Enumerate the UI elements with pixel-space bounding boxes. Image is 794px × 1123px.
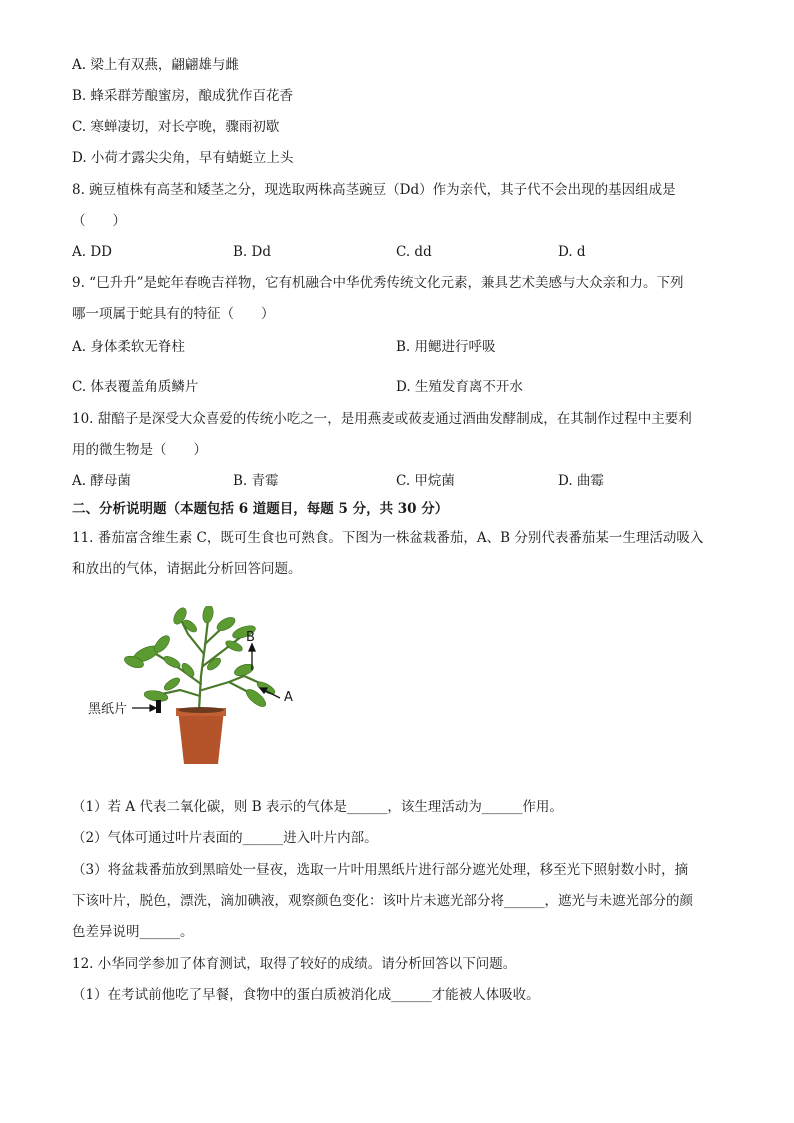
tomato-plant-figure (84, 606, 314, 776)
q9-option-d: D. 生殖发育离不开水 (396, 379, 523, 395)
q9-option-b: B. 用鳃进行呼吸 (396, 339, 496, 355)
q10-stem-cont: 用的微生物是（ ） (72, 442, 207, 458)
q10-option-a: A. 酵母菌 (72, 473, 131, 489)
q8-option-c: C. dd (396, 244, 432, 260)
q9-option-c: C. 体表覆盖角质鳞片 (72, 379, 199, 395)
q7-option-c: C. 寒蝉凄切，对长亭晚，骤雨初歇 (72, 119, 280, 135)
q10-option-c: C. 甲烷菌 (396, 473, 455, 489)
q8-option-d: D. d (558, 244, 586, 260)
figure-label-black-paper: 黑纸片 (88, 702, 128, 717)
figure-label-b: B (246, 630, 255, 645)
q7-option-d: D. 小荷才露尖尖角，早有蜻蜓立上头 (72, 150, 294, 166)
q11-sub3-cont2: 色差异说明______。 (72, 924, 194, 940)
q12-stem: 12. 小华同学参加了体育测试，取得了较好的成绩。请分析回答以下问题。 (72, 956, 517, 972)
q10-option-d: D. 曲霉 (558, 473, 604, 489)
q10-stem: 10. 甜醅子是深受大众喜爱的传统小吃之一，是用燕麦或莜麦通过酒曲发酵制成，在其制作过程中主要利 (72, 411, 692, 427)
q11-sub2: （2）气体可通过叶片表面的______进入叶片内部。 (72, 830, 378, 846)
q12-sub1: （1）在考试前他吃了早餐，食物中的蛋白质被消化成______才能被人体吸收。 (72, 987, 540, 1003)
tomato-plant-illustration (84, 606, 314, 776)
figure-label-a: A (284, 690, 293, 705)
q11-sub3-cont: 下该叶片，脱色，漂洗，滴加碘液，观察颜色变化：该叶片未遮光部分将______，遮光与未遮光部分的颜 (72, 893, 693, 909)
q9-stem: 9. “巳升升”是蛇年春晚吉祥物，它有机融合中华优秀传统文化元素，兼具艺术美感与大众亲和力。下列 (72, 275, 684, 291)
q9-stem-cont: 哪一项属于蛇具有的特征（ ） (72, 306, 275, 322)
q7-option-a: A. 梁上有双燕，翩翩雄与雌 (72, 57, 239, 73)
q7-option-b: B. 蜂采群芳酿蜜房，酿成犹作百花香 (72, 88, 294, 104)
q8-option-b: B. Dd (233, 244, 271, 260)
q11-stem: 11. 番茄富含维生素 C，既可生食也可熟食。下图为一株盆栽番茄，A、B 分别代表番茄某一生理活动吸入 (72, 530, 704, 546)
q9-option-a: A. 身体柔软无脊柱 (72, 339, 185, 355)
q11-sub3: （3）将盆栽番茄放到黑暗处一昼夜，选取一片叶用黑纸片进行部分遮光处理，移至光下照射数小时，摘 (72, 862, 689, 878)
q11-stem-cont: 和放出的气体，请据此分析回答问题。 (72, 561, 302, 577)
q8-option-a: A. DD (72, 244, 112, 260)
section-2-heading: 二、分析说明题（本题包括 6 道题目，每题 5 分，共 30 分） (72, 501, 449, 517)
q8-stem-cont: （ ） (72, 213, 126, 229)
q10-option-b: B. 青霉 (233, 473, 279, 489)
q11-sub1: （1）若 A 代表二氧化碳，则 B 表示的气体是______，该生理活动为______作用。 (72, 799, 563, 815)
q8-stem: 8. 豌豆植株有高茎和矮茎之分，现选取两株高茎豌豆（Dd）作为亲代，其子代不会出现的基因组成是 (72, 182, 676, 198)
black-paper-swatch (156, 700, 161, 713)
